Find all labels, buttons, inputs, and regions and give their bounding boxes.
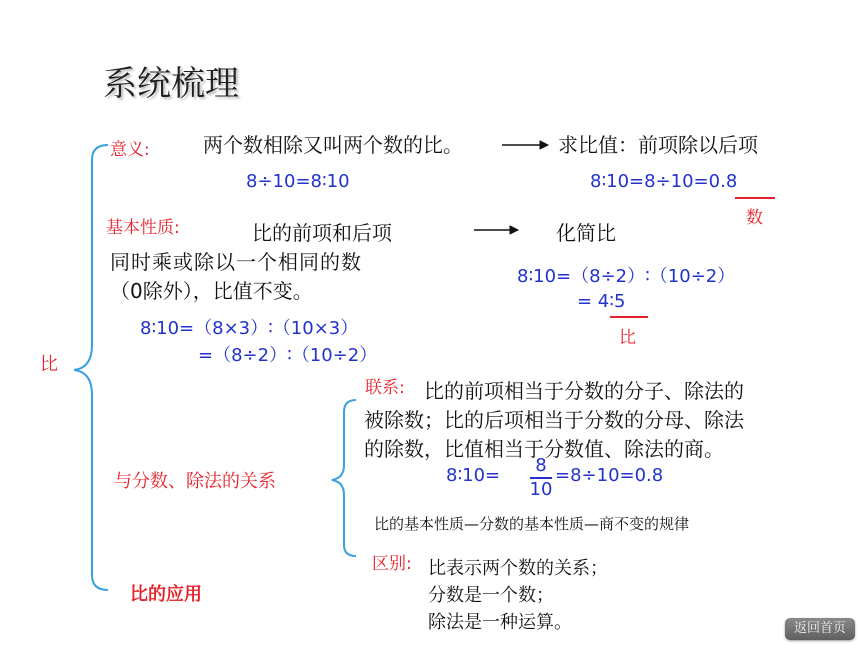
simplify-line1: 8∶10=（8÷2）∶（10÷2） xyxy=(517,266,736,287)
diff-line3: 除法是一种运算。 xyxy=(428,612,572,633)
diff-line2: 分数是一个数； xyxy=(428,585,554,606)
property-result: 化简比 xyxy=(556,221,616,245)
page-title: 系统梳理 xyxy=(103,64,239,104)
meaning-example-left: 8÷10=8∶10 xyxy=(246,171,350,192)
arrow-property xyxy=(474,226,518,234)
link-line2: 被除数；比的后项相当于分数的分母、除法 xyxy=(364,408,744,432)
simplify-line2: = 4∶5 xyxy=(577,291,626,312)
root-label: 比 xyxy=(40,354,58,375)
relation-brace xyxy=(332,400,356,556)
meaning-tag: 数 xyxy=(746,208,763,228)
link-line3: 的除数，比值相当于分数值、除法的商。 xyxy=(364,437,724,461)
property-label: 基本性质: xyxy=(106,218,180,238)
property-chain: 比的基本性质—分数的基本性质—商不变的规律 xyxy=(374,515,690,533)
meaning-example-right: 8∶10=8÷10=0.8 xyxy=(590,171,738,192)
meaning-label: 意义: xyxy=(110,140,150,160)
arrow-meaning xyxy=(502,141,548,149)
application-label: 比的应用 xyxy=(130,584,202,605)
meaning-text: 两个数相除又叫两个数的比。 xyxy=(203,133,463,157)
relation-example-prefix: 8∶10= xyxy=(446,465,501,486)
back-home-button[interactable]: 返回首页 xyxy=(785,618,855,640)
link-label: 联系: xyxy=(365,378,405,398)
main-brace xyxy=(74,145,108,590)
diff-line1: 比表示两个数的关系； xyxy=(428,558,608,579)
fraction-numerator: 8 xyxy=(535,455,547,476)
diff-label: 区别: xyxy=(372,554,412,574)
simplify-tag: 比 xyxy=(619,328,636,348)
relation-example-suffix: =8÷10=0.8 xyxy=(555,465,664,486)
link-line1: 比的前项相当于分数的分子、除法的 xyxy=(424,379,744,403)
property-example-line1: 8∶10=（8×3）∶（10×3） xyxy=(140,318,359,339)
relation-fraction xyxy=(528,455,554,501)
meaning-result: 求比值：前项除以后项 xyxy=(558,133,758,157)
property-example-line2: =（8÷2）∶（10÷2） xyxy=(198,345,378,366)
property-line3: （0除外），比值不变。 xyxy=(110,279,313,303)
property-line2: 同时乘或除以一个相同的数 xyxy=(110,250,362,274)
property-line1: 比的前项和后项 xyxy=(252,221,392,245)
fraction-denominator: 10 xyxy=(529,479,553,500)
relation-label: 与分数、除法的关系 xyxy=(114,471,276,492)
